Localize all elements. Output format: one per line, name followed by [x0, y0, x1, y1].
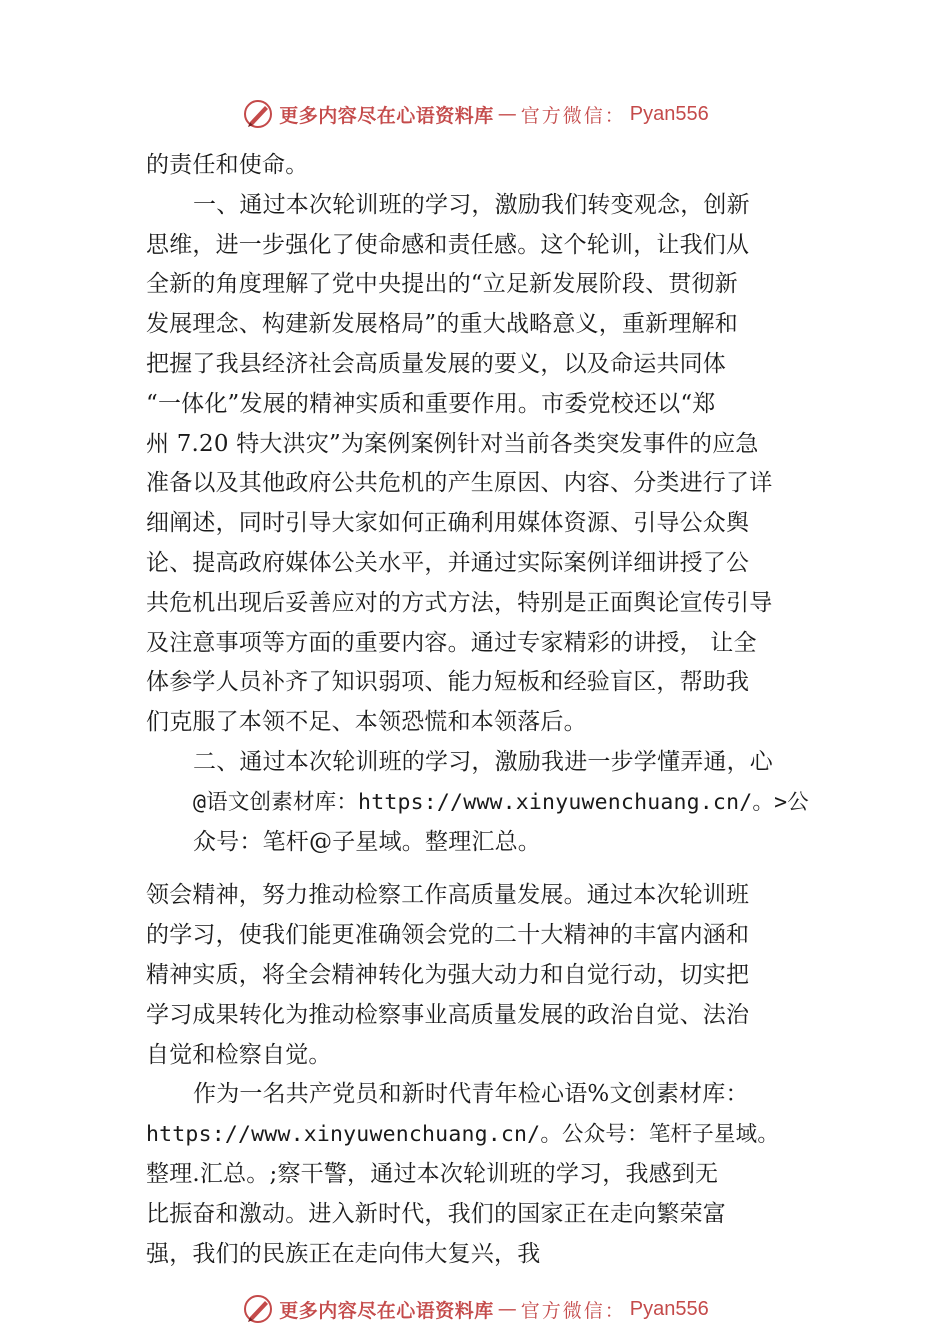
- footer-wechat-label: 官方微信：: [520, 1299, 626, 1322]
- text-line: 及注意事项等方面的重要内容。通过专家精彩的讲授， 让全: [146, 629, 757, 656]
- text-line: “一体化”发展的精神实质和重要作用。市委党校还以“郑: [146, 390, 716, 417]
- text-line: 论、提高政府媒体公关水平，并通过实际案例详细讲授了公: [146, 549, 750, 576]
- text-line: 细阐述，同时引导大家如何正确利用媒体资源、引导公众舆: [146, 510, 750, 537]
- text-line: 体参学人员补齐了知识弱项、能力短板和经验盲区，帮助我: [146, 669, 750, 696]
- footer-wechat-id: Pyan556: [629, 1297, 709, 1320]
- text-line: 学习成果转化为推动检察事业高质量发展的政治自觉、法治: [146, 1001, 750, 1028]
- text-line: 的责任和使命。: [146, 152, 309, 178]
- text-line: 一、通过本次轮训班的学习，激励我们转变观念，创新: [193, 191, 750, 218]
- text-line: 准备以及其他政府公共危机的产生原因、内容、分类进行了详: [146, 470, 773, 497]
- text-line: 发展理念、构建新发展格局”的重大战略意义，重新理解和: [146, 311, 738, 338]
- text-line: 领会精神，努力推动检察工作高质量发展。通过本次轮训班: [146, 882, 750, 909]
- header-separator: —: [497, 103, 517, 125]
- pen-logo-icon: [241, 1292, 275, 1326]
- text-line: 精神实质，将全会精神转化为强大动力和自觉行动，切实把: [146, 961, 750, 988]
- text-line: 思维，进一步强化了使命感和责任感。这个轮训，让我们从: [146, 231, 750, 258]
- pen-logo-icon: [241, 97, 275, 131]
- text-line: 的学习，使我们能更准确领会党的二十大精神的丰富内涵和: [146, 922, 750, 949]
- document-body: [146, 146, 836, 1274]
- header-wechat-label: 官方微信：: [520, 104, 626, 127]
- text-line: 强，我们的民族正在走向伟大复兴，我: [146, 1240, 541, 1267]
- text-line: 二、通过本次轮训班的学习，激励我进一步学懂弄通，心: [193, 748, 773, 775]
- text-line: 州 7.20 特大洪灾”为案例案例针对当前各类突发事件的应急: [146, 430, 759, 457]
- text-line: 们克服了本领不足、本领恐慌和本领落后。: [146, 709, 587, 736]
- text-line: 自觉和检察自觉。: [146, 1041, 332, 1068]
- footer-watermark: [0, 1291, 950, 1327]
- text-line: 共危机出现后妥善应对的方式方法，特别是正面舆论宣传引导: [146, 589, 773, 616]
- text-line: 比振奋和激动。进入新时代，我们的国家正在走向繁荣富: [146, 1200, 726, 1227]
- text-line: 全新的角度理解了党中央提出的“立足新发展阶段、贯彻新: [146, 271, 738, 298]
- header-watermark: [0, 96, 950, 132]
- footer-brand: 更多内容尽在心语资料库: [279, 1299, 494, 1322]
- text-line: 作为一名共产党员和新时代青年检心语%文创素材库：: [193, 1081, 749, 1108]
- header-brand: 更多内容尽在心语资料库: [279, 104, 494, 127]
- watermark-line: 众号：笔杆@子星域。整理汇总。: [193, 828, 541, 855]
- footer-separator: —: [497, 1298, 517, 1320]
- header-wechat-id: Pyan556: [629, 102, 709, 125]
- watermark-line: @语文创素材库：https://www.xinyuwenchuang.cn/。>公: [193, 789, 809, 815]
- text-line: 整理.汇总。;察干警，通过本次轮训班的学习，我感到无: [146, 1160, 719, 1187]
- text-line: 把握了我县经济社会高质量发展的要义，以及命运共同体: [146, 350, 726, 377]
- watermark-line: https://www.xinyuwenchuang.cn/。公众号：笔杆子星域。: [146, 1122, 780, 1148]
